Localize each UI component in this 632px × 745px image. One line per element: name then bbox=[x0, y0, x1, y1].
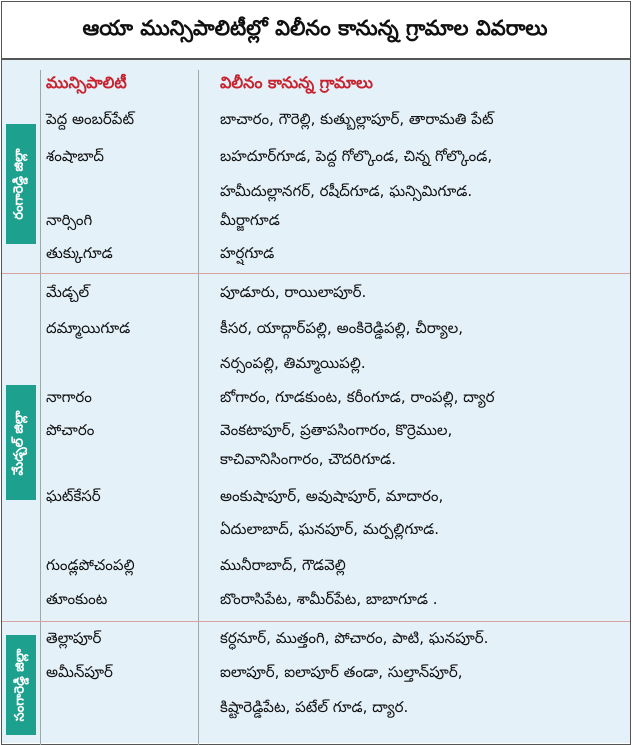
municipality-cell: తూంకుంట bbox=[46, 590, 108, 608]
villages-cell: మీర్జాగూడ bbox=[220, 211, 280, 229]
villages-cell: బాచారం, గౌరెల్లి, కుత్బుల్లాపూర్, తారామతి పేట్ bbox=[220, 110, 494, 128]
municipality-cell: తుక్కుగూడ bbox=[46, 244, 113, 262]
district-band-rangareddy bbox=[6, 124, 36, 244]
municipality-cell: అమీన్‌పూర్ bbox=[46, 663, 113, 681]
villages-cell: బోగారం, గూడకుంట, కరీంగూడ, రాంపల్లి, ద్యార bbox=[220, 388, 495, 406]
villages-cell: కాచివానిసింగారం, చౌదరిగూడ. bbox=[220, 450, 396, 468]
municipality-cell: దమ్మాయిగూడ bbox=[46, 319, 131, 337]
villages-cell: హమీదుల్లానగర్, రషీద్‌గూడ, ఘన్సిమిగూడ. bbox=[220, 182, 473, 200]
page-title: ఆయా మున్సిపాలిటీల్లో విలీనం కానున్న గ్రామాల వివరాలు bbox=[82, 16, 548, 40]
municipality-cell: నాగారం bbox=[46, 388, 92, 406]
villages-cell: కర్ధనూర్, ముత్తంగి, పోచారం, పాటి, ఘనపూర్. bbox=[220, 629, 489, 647]
villages-cell: ఐలాపూర్, ఐలాపూర్ తండా, సుల్తాన్‌పూర్, bbox=[220, 663, 463, 681]
district-band-sangareddy bbox=[6, 635, 36, 735]
municipality-cell: పెద్ద అంబర్‌పేట్ bbox=[46, 110, 135, 128]
villages-cell: నర్సంపల్లి, తిమ్మాయిపల్లి. bbox=[220, 354, 366, 372]
municipality-cell: తెల్లాపూర్ bbox=[46, 629, 102, 647]
villages-cell: కీసర, యాద్గార్‌పల్లి, అంకిరెడ్డిపల్లి, చీర్యాల, bbox=[220, 319, 464, 337]
villages-cell: ఏదులాబాద్, ఘనపూర్, మర్పల్లిగూడ. bbox=[220, 520, 440, 538]
municipality-cell: గుండ్లపోచంపల్లి bbox=[46, 556, 135, 574]
district-label: రంగారెడ్డి జిల్లా bbox=[12, 148, 27, 220]
villages-cell: బహదూర్‌గూడ, పెద్ద గోల్కొండ, చిన్న గోల్కొండ, bbox=[220, 147, 493, 165]
villages-cell: అంకుషాపూర్, అవుషాపూర్, మాదారం, bbox=[220, 487, 444, 505]
district-label: సంగారెడ్డి జిల్లా bbox=[12, 648, 28, 722]
district-divider bbox=[2, 273, 630, 274]
district-label: మేడ్చల్ జిల్లా bbox=[12, 409, 28, 476]
municipality-cell: ఘట్‌కేసర్ bbox=[46, 487, 101, 505]
villages-cell: వెంకటాపూర్, ప్రతాపసింగారం, కొర్రెముల, bbox=[220, 421, 453, 439]
column-header-villages: విలీనం కానున్న గ్రామాలు bbox=[220, 73, 373, 92]
column-divider bbox=[198, 70, 199, 745]
district-band-medchal bbox=[6, 385, 36, 500]
villages-cell: మునీరాబాద్, గౌడవెల్లి bbox=[220, 556, 346, 574]
municipality-cell: పోచారం bbox=[46, 421, 95, 439]
villages-cell: కిష్టారెడ్డిపేట, పటేల్ గూడ, ద్యార. bbox=[220, 698, 409, 716]
column-divider bbox=[40, 70, 41, 745]
municipality-cell: మేడ్చల్ bbox=[46, 283, 90, 301]
municipality-cell: నార్సింగి bbox=[46, 211, 93, 229]
villages-cell: హర్షగూడ bbox=[220, 244, 275, 262]
villages-cell: పూడూరు, రాయిలాపూర్. bbox=[220, 283, 367, 301]
column-header-municipality: మున్సిపాలిటీ bbox=[46, 73, 127, 92]
villages-cell: బొంరాసిపేట, శామీర్‌పేట, బాబాగూడ . bbox=[220, 590, 438, 608]
district-divider bbox=[2, 621, 630, 622]
municipality-cell: శంషాబాద్ bbox=[46, 147, 104, 165]
